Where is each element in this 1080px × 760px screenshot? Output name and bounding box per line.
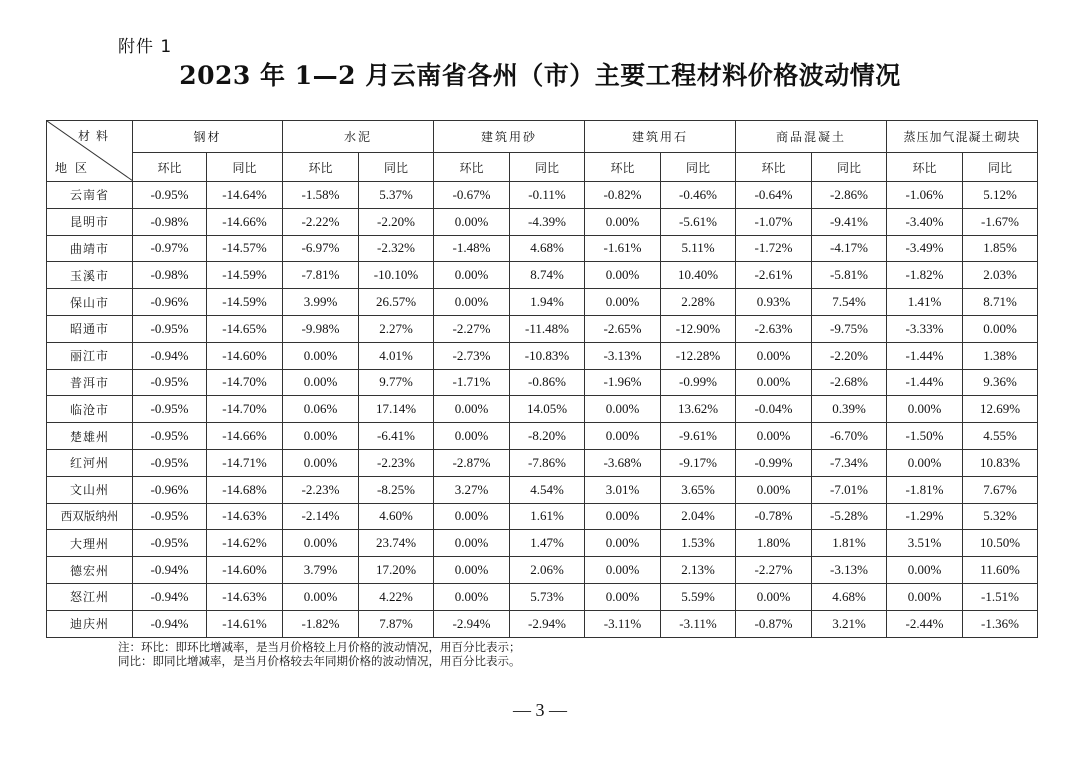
value-cell: -0.82% <box>585 182 661 209</box>
region-cell: 迪庆州 <box>47 610 133 637</box>
value-cell: 9.36% <box>963 369 1038 396</box>
value-cell: -14.60% <box>207 557 283 584</box>
region-cell: 玉溪市 <box>47 262 133 289</box>
value-cell: -0.94% <box>133 557 207 584</box>
value-cell: -1.44% <box>887 369 963 396</box>
value-cell: 3.51% <box>887 530 963 557</box>
value-cell: -2.22% <box>283 208 359 235</box>
value-cell: -0.94% <box>133 610 207 637</box>
value-cell: 0.00% <box>283 449 359 476</box>
value-cell: 1.85% <box>963 235 1038 262</box>
material-header-cement: 水泥 <box>283 121 434 153</box>
value-cell: -0.95% <box>133 449 207 476</box>
table-row <box>47 235 1038 262</box>
value-cell: -14.65% <box>207 315 283 342</box>
value-cell: -2.94% <box>434 610 510 637</box>
value-cell: -12.90% <box>661 315 736 342</box>
value-cell: 1.94% <box>510 289 585 316</box>
value-cell: -2.44% <box>887 610 963 637</box>
value-cell: -2.63% <box>736 315 812 342</box>
value-cell: 11.60% <box>963 557 1038 584</box>
value-cell: 10.83% <box>963 449 1038 476</box>
value-cell: -14.63% <box>207 583 283 610</box>
value-cell: -14.61% <box>207 610 283 637</box>
region-cell: 德宏州 <box>47 557 133 584</box>
value-cell: -1.44% <box>887 342 963 369</box>
value-cell: -1.48% <box>434 235 510 262</box>
value-cell: -6.41% <box>359 423 434 450</box>
value-cell: 0.00% <box>434 423 510 450</box>
value-cell: -14.66% <box>207 208 283 235</box>
value-cell: -2.20% <box>359 208 434 235</box>
value-cell: -3.13% <box>585 342 661 369</box>
value-cell: -7.34% <box>812 449 887 476</box>
value-cell: 7.67% <box>963 476 1038 503</box>
value-cell: -0.86% <box>510 369 585 396</box>
value-cell: -14.59% <box>207 289 283 316</box>
value-cell: 1.81% <box>812 530 887 557</box>
table-row <box>47 396 1038 423</box>
value-cell: -2.32% <box>359 235 434 262</box>
value-cell: -14.70% <box>207 369 283 396</box>
value-cell: 8.74% <box>510 262 585 289</box>
value-cell: -14.59% <box>207 262 283 289</box>
value-cell: -11.48% <box>510 315 585 342</box>
value-cell: 4.54% <box>510 476 585 503</box>
value-cell: 0.00% <box>736 423 812 450</box>
value-cell: 0.00% <box>887 396 963 423</box>
value-cell: 0.00% <box>585 396 661 423</box>
value-cell: 4.22% <box>359 583 434 610</box>
value-cell: -3.33% <box>887 315 963 342</box>
value-cell: -1.29% <box>887 503 963 530</box>
material-header-concrete: 商品混凝土 <box>736 121 887 153</box>
region-cell: 红河州 <box>47 449 133 476</box>
table-row <box>47 476 1038 503</box>
value-cell: -2.20% <box>812 342 887 369</box>
material-header-steel: 钢材 <box>133 121 283 153</box>
region-cell: 楚雄州 <box>47 423 133 450</box>
value-cell: -9.61% <box>661 423 736 450</box>
subheader-mom: 环比 <box>283 153 359 182</box>
value-cell: -0.94% <box>133 583 207 610</box>
value-cell: -7.01% <box>812 476 887 503</box>
value-cell: 0.00% <box>887 449 963 476</box>
table-row <box>47 262 1038 289</box>
value-cell: 8.71% <box>963 289 1038 316</box>
table-row <box>47 208 1038 235</box>
subheader-row <box>47 153 1038 182</box>
value-cell: 0.00% <box>887 557 963 584</box>
value-cell: -2.27% <box>434 315 510 342</box>
value-cell: 0.00% <box>434 557 510 584</box>
material-header-stone: 建筑用石 <box>585 121 736 153</box>
value-cell: 0.06% <box>283 396 359 423</box>
value-cell: -9.75% <box>812 315 887 342</box>
value-cell: -14.68% <box>207 476 283 503</box>
value-cell: 7.54% <box>812 289 887 316</box>
region-cell: 昆明市 <box>47 208 133 235</box>
value-cell: 0.93% <box>736 289 812 316</box>
value-cell: -8.25% <box>359 476 434 503</box>
value-cell: -14.71% <box>207 449 283 476</box>
value-cell: 0.00% <box>434 503 510 530</box>
value-cell: 0.00% <box>585 262 661 289</box>
value-cell: 0.00% <box>434 396 510 423</box>
value-cell: -2.94% <box>510 610 585 637</box>
value-cell: -2.87% <box>434 449 510 476</box>
value-cell: 4.55% <box>963 423 1038 450</box>
value-cell: 3.21% <box>812 610 887 637</box>
region-cell: 普洱市 <box>47 369 133 396</box>
attachment-label: 附件 1 <box>118 37 173 57</box>
value-cell: 0.00% <box>283 369 359 396</box>
value-cell: -3.11% <box>585 610 661 637</box>
value-cell: -4.17% <box>812 235 887 262</box>
value-cell: -2.27% <box>736 557 812 584</box>
value-cell: 0.00% <box>283 423 359 450</box>
value-cell: -10.83% <box>510 342 585 369</box>
table-row <box>47 449 1038 476</box>
value-cell: 0.00% <box>736 583 812 610</box>
value-cell: -0.97% <box>133 235 207 262</box>
value-cell: 0.00% <box>434 208 510 235</box>
table-row <box>47 610 1038 637</box>
value-cell: 0.00% <box>434 583 510 610</box>
table-body <box>47 182 1038 638</box>
value-cell: 9.77% <box>359 369 434 396</box>
value-cell: 5.32% <box>963 503 1038 530</box>
subheader-yoy: 同比 <box>207 153 283 182</box>
value-cell: 1.41% <box>887 289 963 316</box>
value-cell: 0.00% <box>736 342 812 369</box>
value-cell: 0.00% <box>585 289 661 316</box>
price-fluctuation-table <box>46 120 1038 638</box>
value-cell: -1.58% <box>283 182 359 209</box>
value-cell: -12.28% <box>661 342 736 369</box>
value-cell: -2.68% <box>812 369 887 396</box>
subheader-yoy: 同比 <box>359 153 434 182</box>
value-cell: -1.06% <box>887 182 963 209</box>
region-cell: 丽江市 <box>47 342 133 369</box>
value-cell: 5.37% <box>359 182 434 209</box>
value-cell: 0.00% <box>434 262 510 289</box>
value-cell: -0.96% <box>133 289 207 316</box>
value-cell: -2.61% <box>736 262 812 289</box>
value-cell: -2.14% <box>283 503 359 530</box>
material-header-aac-block: 蒸压加气混凝土砌块 <box>887 121 1038 153</box>
value-cell: -9.17% <box>661 449 736 476</box>
value-cell: -1.61% <box>585 235 661 262</box>
subheader-yoy: 同比 <box>963 153 1038 182</box>
value-cell: 2.03% <box>963 262 1038 289</box>
value-cell: 2.28% <box>661 289 736 316</box>
value-cell: -0.64% <box>736 182 812 209</box>
value-cell: -2.23% <box>283 476 359 503</box>
value-cell: -1.82% <box>283 610 359 637</box>
value-cell: 3.27% <box>434 476 510 503</box>
value-cell: -0.99% <box>736 449 812 476</box>
value-cell: -0.95% <box>133 503 207 530</box>
value-cell: 10.40% <box>661 262 736 289</box>
value-cell: 0.00% <box>585 557 661 584</box>
table-row <box>47 342 1038 369</box>
value-cell: -1.81% <box>887 476 963 503</box>
table-row <box>47 369 1038 396</box>
value-cell: 1.61% <box>510 503 585 530</box>
footnotes <box>118 640 521 668</box>
value-cell: 0.00% <box>585 503 661 530</box>
value-cell: -3.49% <box>887 235 963 262</box>
value-cell: -3.40% <box>887 208 963 235</box>
value-cell: -0.96% <box>133 476 207 503</box>
value-cell: -0.46% <box>661 182 736 209</box>
subheader-mom: 环比 <box>887 153 963 182</box>
value-cell: 2.06% <box>510 557 585 584</box>
subheader-mom: 环比 <box>736 153 812 182</box>
value-cell: -5.81% <box>812 262 887 289</box>
value-cell: -14.63% <box>207 503 283 530</box>
subheader-mom: 环比 <box>133 153 207 182</box>
value-cell: 0.00% <box>585 423 661 450</box>
value-cell: 0.00% <box>963 315 1038 342</box>
value-cell: -1.82% <box>887 262 963 289</box>
value-cell: -9.41% <box>812 208 887 235</box>
value-cell: 0.00% <box>434 530 510 557</box>
value-cell: -1.07% <box>736 208 812 235</box>
value-cell: -0.67% <box>434 182 510 209</box>
value-cell: 7.87% <box>359 610 434 637</box>
value-cell: 2.04% <box>661 503 736 530</box>
value-cell: -0.04% <box>736 396 812 423</box>
value-cell: -4.39% <box>510 208 585 235</box>
table-row <box>47 289 1038 316</box>
corner-header-cell <box>47 121 133 182</box>
table-row <box>47 530 1038 557</box>
value-cell: 0.00% <box>585 208 661 235</box>
footnote-yoy: 同比：即同比增减率，是当月价格较去年同期价格的波动情况，用百分比表示。 <box>118 654 521 668</box>
value-cell: 0.00% <box>585 530 661 557</box>
value-cell: -0.95% <box>133 530 207 557</box>
document-title: 2023 年 1—2 月云南省各州（市）主要工程材料价格波动情况 <box>179 61 901 90</box>
value-cell: 0.00% <box>736 369 812 396</box>
material-header-sand: 建筑用砂 <box>434 121 585 153</box>
region-cell: 怒江州 <box>47 583 133 610</box>
value-cell: 0.00% <box>434 289 510 316</box>
value-cell: -14.62% <box>207 530 283 557</box>
value-cell: -0.98% <box>133 208 207 235</box>
subheader-mom: 环比 <box>585 153 661 182</box>
value-cell: -0.95% <box>133 182 207 209</box>
value-cell: -0.95% <box>133 423 207 450</box>
region-cell: 昭通市 <box>47 315 133 342</box>
table-row <box>47 315 1038 342</box>
region-cell: 云南省 <box>47 182 133 209</box>
table-row <box>47 182 1038 209</box>
region-cell: 西双版纳州 <box>47 503 133 530</box>
table-row <box>47 583 1038 610</box>
value-cell: -2.65% <box>585 315 661 342</box>
value-cell: -14.70% <box>207 396 283 423</box>
value-cell: 0.00% <box>283 583 359 610</box>
value-cell: -5.28% <box>812 503 887 530</box>
subheader-yoy: 同比 <box>510 153 585 182</box>
value-cell: 4.60% <box>359 503 434 530</box>
table-row <box>47 423 1038 450</box>
subheader-yoy: 同比 <box>812 153 887 182</box>
value-cell: -7.86% <box>510 449 585 476</box>
region-cell: 曲靖市 <box>47 235 133 262</box>
value-cell: 5.11% <box>661 235 736 262</box>
value-cell: -1.51% <box>963 583 1038 610</box>
value-cell: 5.59% <box>661 583 736 610</box>
value-cell: 1.53% <box>661 530 736 557</box>
value-cell: -6.97% <box>283 235 359 262</box>
region-cell: 临沧市 <box>47 396 133 423</box>
value-cell: -10.10% <box>359 262 434 289</box>
value-cell: -1.96% <box>585 369 661 396</box>
value-cell: 12.69% <box>963 396 1038 423</box>
region-cell: 文山州 <box>47 476 133 503</box>
value-cell: -0.98% <box>133 262 207 289</box>
value-cell: -5.61% <box>661 208 736 235</box>
value-cell: 17.20% <box>359 557 434 584</box>
value-cell: -7.81% <box>283 262 359 289</box>
corner-material-label: 材料 <box>77 129 114 143</box>
value-cell: -0.99% <box>661 369 736 396</box>
subheader-yoy: 同比 <box>661 153 736 182</box>
value-cell: -0.95% <box>133 315 207 342</box>
value-cell: -3.68% <box>585 449 661 476</box>
table-row <box>47 557 1038 584</box>
value-cell: 1.47% <box>510 530 585 557</box>
table-row <box>47 503 1038 530</box>
page-number: — 3 — <box>513 700 567 720</box>
value-cell: -1.72% <box>736 235 812 262</box>
value-cell: 2.13% <box>661 557 736 584</box>
value-cell: 0.00% <box>887 583 963 610</box>
value-cell: 13.62% <box>661 396 736 423</box>
value-cell: 26.57% <box>359 289 434 316</box>
value-cell: 17.14% <box>359 396 434 423</box>
value-cell: -2.73% <box>434 342 510 369</box>
value-cell: 3.01% <box>585 476 661 503</box>
value-cell: 0.39% <box>812 396 887 423</box>
value-cell: -3.11% <box>661 610 736 637</box>
value-cell: 0.00% <box>585 583 661 610</box>
value-cell: -0.11% <box>510 182 585 209</box>
value-cell: 4.68% <box>510 235 585 262</box>
value-cell: -6.70% <box>812 423 887 450</box>
value-cell: -3.13% <box>812 557 887 584</box>
value-cell: 0.00% <box>736 476 812 503</box>
value-cell: -14.57% <box>207 235 283 262</box>
value-cell: -1.50% <box>887 423 963 450</box>
value-cell: 5.12% <box>963 182 1038 209</box>
value-cell: -1.36% <box>963 610 1038 637</box>
value-cell: -0.78% <box>736 503 812 530</box>
value-cell: 1.38% <box>963 342 1038 369</box>
value-cell: 14.05% <box>510 396 585 423</box>
value-cell: 10.50% <box>963 530 1038 557</box>
value-cell: -14.66% <box>207 423 283 450</box>
value-cell: -0.87% <box>736 610 812 637</box>
value-cell: 0.00% <box>283 530 359 557</box>
value-cell: -1.71% <box>434 369 510 396</box>
subheader-mom: 环比 <box>434 153 510 182</box>
value-cell: -8.20% <box>510 423 585 450</box>
value-cell: 3.65% <box>661 476 736 503</box>
value-cell: -2.86% <box>812 182 887 209</box>
value-cell: 3.99% <box>283 289 359 316</box>
value-cell: -14.64% <box>207 182 283 209</box>
value-cell: 2.27% <box>359 315 434 342</box>
value-cell: -2.23% <box>359 449 434 476</box>
value-cell: 23.74% <box>359 530 434 557</box>
corner-region-label: 地区 <box>55 161 96 175</box>
value-cell: 0.00% <box>283 342 359 369</box>
value-cell: -0.95% <box>133 369 207 396</box>
value-cell: 4.68% <box>812 583 887 610</box>
value-cell: -14.60% <box>207 342 283 369</box>
region-cell: 大理州 <box>47 530 133 557</box>
value-cell: -9.98% <box>283 315 359 342</box>
footnote-mom: 注：环比：即环比增减率，是当月价格较上月价格的波动情况，用百分比表示； <box>118 640 521 654</box>
value-cell: 4.01% <box>359 342 434 369</box>
value-cell: -0.95% <box>133 396 207 423</box>
value-cell: -0.94% <box>133 342 207 369</box>
value-cell: 1.80% <box>736 530 812 557</box>
value-cell: 5.73% <box>510 583 585 610</box>
region-cell: 保山市 <box>47 289 133 316</box>
value-cell: -1.67% <box>963 208 1038 235</box>
value-cell: 3.79% <box>283 557 359 584</box>
